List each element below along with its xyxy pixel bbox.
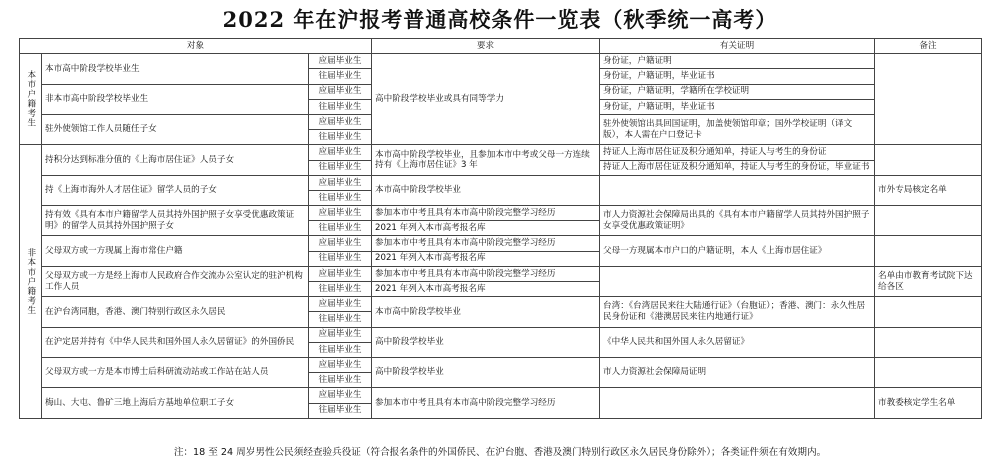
status-current: 应届毕业生	[309, 297, 372, 312]
status-past: 往届毕业生	[309, 160, 372, 175]
table-row	[20, 297, 982, 312]
table-row	[20, 266, 982, 281]
requirement-cell: 本市高中阶段学校毕业	[372, 175, 600, 205]
remark-cell	[875, 327, 982, 357]
requirement-cell: 参加本市中考且具有本市高中阶段完整学习经历	[372, 388, 600, 418]
header-proof: 有关证明	[600, 39, 875, 54]
target-cell: 非本市高中阶段学校毕业生	[42, 84, 309, 114]
remark-cell	[875, 236, 982, 266]
header-target: 对象	[20, 39, 372, 54]
status-current: 应届毕业生	[309, 236, 372, 251]
proof-cell: 市人力资源社会保障局出具的《具有本市户籍留学人员其持外国护照子女享受优惠政策证明》	[600, 206, 875, 236]
requirement-cell: 2021 年列入本市高考报名库	[372, 251, 600, 266]
table-row	[20, 357, 982, 372]
requirement-cell: 参加本市中考且具有本市高中阶段完整学习经历	[372, 206, 600, 221]
status-past: 往届毕业生	[309, 342, 372, 357]
requirement-cell: 本市高中阶段学校毕业，且参加本市中考或父母一方连续持有《上海市居住证》3 年	[372, 145, 600, 175]
remark-cell	[875, 357, 982, 387]
status-current: 应届毕业生	[309, 357, 372, 372]
remark-cell	[875, 54, 982, 145]
table-row	[20, 327, 982, 342]
table-row	[20, 388, 982, 403]
proof-cell: 身份证，户籍证明，学籍所在学校证明	[600, 84, 875, 99]
page-title: 2022 年在沪报考普通高校条件一览表（秋季统一高考）	[222, 7, 778, 32]
status-current: 应届毕业生	[309, 266, 372, 281]
requirement-cell: 参加本市中考且具有本市高中阶段完整学习经历	[372, 236, 600, 251]
remark-cell: 市教委核定学生名单	[875, 388, 982, 418]
status-current: 应届毕业生	[309, 206, 372, 221]
remark-cell	[875, 297, 982, 327]
proof-cell: 驻外使领馆出具回国证明，加盖使领馆印章；国外学校证明（译文版），本人需在户口登记卡	[600, 114, 875, 144]
status-current: 应届毕业生	[309, 114, 372, 129]
table-row	[20, 145, 982, 160]
proof-cell: 身份证，户籍证明，毕业证书	[600, 69, 875, 84]
header-requirement: 要求	[372, 39, 600, 54]
proof-cell: 持证人上海市居住证及积分通知单，持证人与考生的身份证	[600, 145, 875, 160]
proof-cell: 台湾：《台湾居民来往大陆通行证》（台胞证）；香港、澳门：永久性居民身份证和《港澳居民来往内地通行证》	[600, 297, 875, 327]
status-past: 往届毕业生	[309, 403, 372, 418]
status-past: 往届毕业生	[309, 130, 372, 145]
conditions-table	[19, 38, 982, 419]
status-current: 应届毕业生	[309, 84, 372, 99]
status-past: 往届毕业生	[309, 312, 372, 327]
requirement-cell: 参加本市中考且具有本市高中阶段完整学习经历	[372, 266, 600, 281]
header-row	[20, 39, 982, 54]
target-cell: 父母双方或一方现属上海市常住户籍	[42, 236, 309, 266]
proof-cell	[600, 388, 875, 418]
target-cell: 驻外使领馆工作人员随任子女	[42, 114, 309, 144]
group-nonlocal: 非本市户籍考生	[20, 145, 42, 418]
status-past: 往届毕业生	[309, 251, 372, 266]
status-past: 往届毕业生	[309, 282, 372, 297]
target-cell: 本市高中阶段学校毕业生	[42, 54, 309, 84]
requirement-cell: 高中阶段学校毕业或具有同等学力	[372, 54, 600, 145]
status-past: 往届毕业生	[309, 373, 372, 388]
proof-cell: 持证人上海市居住证及积分通知单，持证人与考生的身份证，毕业证书	[600, 160, 875, 175]
target-cell: 梅山、大屯、鲁矿三地上海后方基地单位职工子女	[42, 388, 309, 418]
table-row	[20, 54, 982, 69]
requirement-cell: 高中阶段学校毕业	[372, 327, 600, 357]
proof-cell: 身份证，户籍证明	[600, 54, 875, 69]
proof-cell	[600, 175, 875, 205]
proof-cell	[600, 266, 875, 296]
status-current: 应届毕业生	[309, 327, 372, 342]
requirement-cell: 本市高中阶段学校毕业	[372, 297, 600, 327]
target-cell: 在沪台湾同胞，香港、澳门特别行政区永久居民	[42, 297, 309, 327]
status-past: 往届毕业生	[309, 221, 372, 236]
requirement-cell: 2021 年列入本市高考报名库	[372, 221, 600, 236]
status-current: 应届毕业生	[309, 388, 372, 403]
footnote: 注：18 至 24 周岁男性公民须经查验兵役证（符合报名条件的外国侨民、在沪台胞、香港及澳门特别行政区永久居民身份除外）；各类证件须在有效期内。	[173, 447, 827, 458]
target-cell: 父母双方或一方是经上海市人民政府合作交流办公室认定的驻沪机构工作人员	[42, 266, 309, 296]
remark-cell: 市外专局核定名单	[875, 175, 982, 205]
status-past: 往届毕业生	[309, 190, 372, 205]
status-past: 往届毕业生	[309, 99, 372, 114]
status-past: 往届毕业生	[309, 69, 372, 84]
table-row	[20, 175, 982, 190]
group-local: 本市户籍考生	[20, 54, 42, 145]
status-current: 应届毕业生	[309, 54, 372, 69]
status-current: 应届毕业生	[309, 145, 372, 160]
proof-cell: 父母一方现属本市户口的户籍证明，本人《上海市居住证》	[600, 236, 875, 266]
target-cell: 父母双方或一方是本市博士后科研流动站或工作站在站人员	[42, 357, 309, 387]
target-cell: 持积分达到标准分值的《上海市居住证》人员子女	[42, 145, 309, 175]
proof-cell: 市人力资源社会保障局证明	[600, 357, 875, 387]
target-cell: 在沪定居并持有《中华人民共和国外国人永久居留证》的外国侨民	[42, 327, 309, 357]
remark-cell: 名单由市教育考试院下达给各区	[875, 266, 982, 296]
header-remark: 备注	[875, 39, 982, 54]
table-row	[20, 236, 982, 251]
proof-cell: 身份证，户籍证明，毕业证书	[600, 99, 875, 114]
target-cell: 持《上海市海外人才居住证》留学人员的子女	[42, 175, 309, 205]
remark-cell	[875, 145, 982, 175]
target-cell: 持有效《具有本市户籍留学人员其持外国护照子女享受优惠政策证明》的留学人员其持外国护照子女	[42, 206, 309, 236]
requirement-cell: 高中阶段学校毕业	[372, 357, 600, 387]
table-row	[20, 206, 982, 221]
proof-cell: 《中华人民共和国外国人永久居留证》	[600, 327, 875, 357]
requirement-cell: 2021 年列入本市高考报名库	[372, 282, 600, 297]
remark-cell	[875, 206, 982, 236]
status-current: 应届毕业生	[309, 175, 372, 190]
